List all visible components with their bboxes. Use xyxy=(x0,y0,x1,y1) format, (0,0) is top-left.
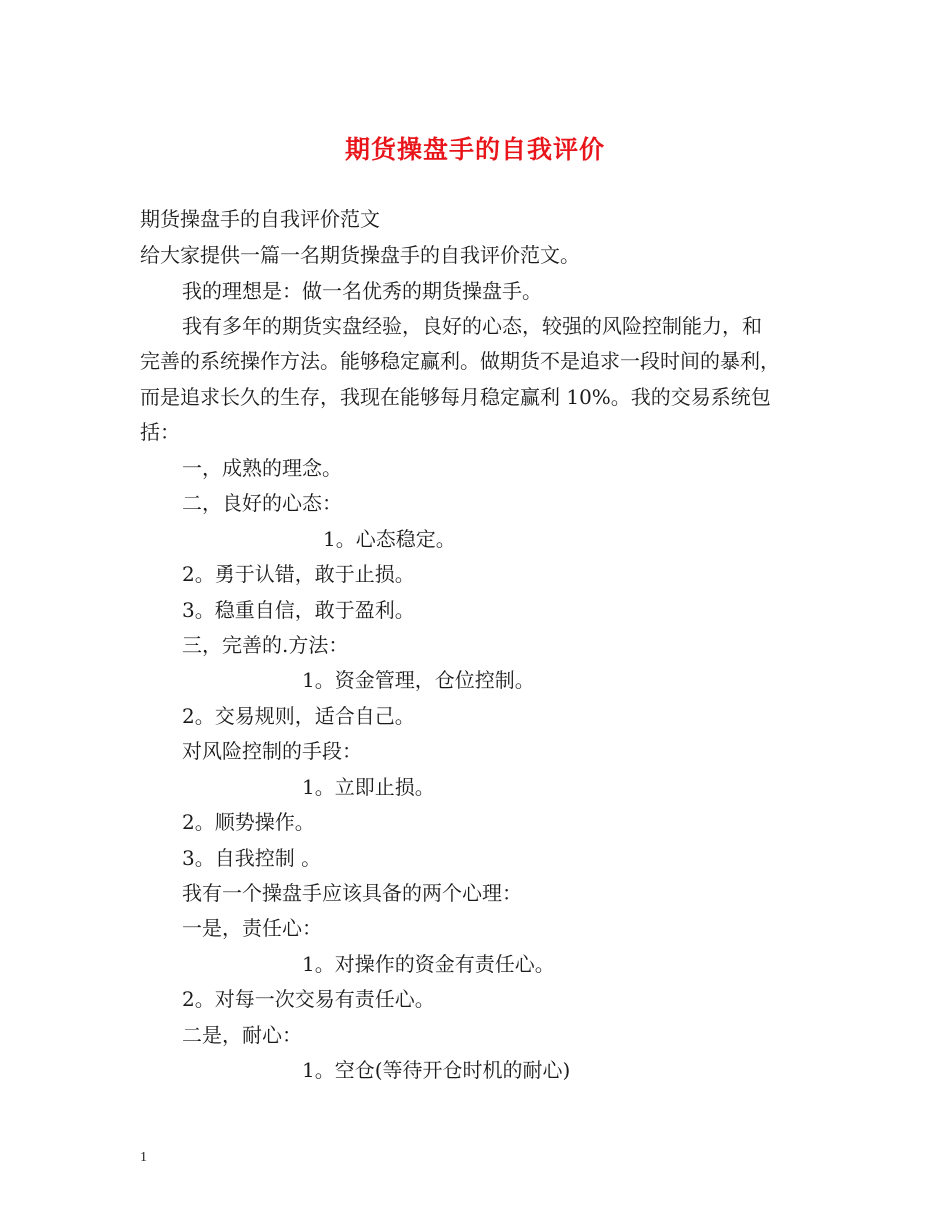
list-item: 1。心态稳定。 xyxy=(323,527,456,551)
paragraph-line: 而是追求长久的生存，我现在能够每月稳定赢利 10%。我的交易系统包 xyxy=(140,385,771,409)
list-item: 3。稳重自信，敢于盈利。 xyxy=(182,598,415,622)
list-item: 2。顺势操作。 xyxy=(182,810,315,834)
paragraph-line: 我的理想是：做一名优秀的期货操盘手。 xyxy=(182,279,542,303)
list-item: 一是，责任心： xyxy=(182,916,322,940)
list-item: 二，良好的心态： xyxy=(182,491,342,515)
list-item: 2。对每一次交易有责任心。 xyxy=(182,987,435,1011)
list-item: 2。勇于认错，敢于止损。 xyxy=(182,562,415,586)
paragraph-line: 完善的系统操作方法。能够稳定赢利。做期货不是追求一段时间的暴利， xyxy=(140,349,780,373)
page-number: 1 xyxy=(140,1150,147,1165)
paragraph-line: 我有多年的期货实盘经验，良好的心态，较强的风险控制能力，和 xyxy=(182,314,762,338)
list-item: 1。空仓(等待开仓时机的耐心) xyxy=(302,1058,571,1082)
list-item: 三，完善的.方法： xyxy=(182,633,349,657)
list-item: 我有一个操盘手应该具备的两个心理： xyxy=(182,881,522,905)
paragraph-line: 期货操盘手的自我评价范文 xyxy=(140,207,380,231)
list-item: 1。对操作的资金有责任心。 xyxy=(302,952,555,976)
list-item: 3。自我控制 。 xyxy=(182,846,322,870)
list-item: 2。交易规则，适合自己。 xyxy=(182,704,415,728)
document-title: 期货操盘手的自我评价 xyxy=(344,135,605,164)
list-item: 二是，耐心： xyxy=(182,1023,302,1047)
paragraph-line: 给大家提供一篇一名期货操盘手的自我评价范文。 xyxy=(140,243,580,267)
list-item: 一，成熟的理念。 xyxy=(182,456,342,480)
list-item: 对风险控制的手段： xyxy=(182,739,362,763)
paragraph-line: 括： xyxy=(140,420,180,444)
list-item: 1。立即止损。 xyxy=(302,775,435,799)
list-item: 1。资金管理，仓位控制。 xyxy=(302,668,535,692)
